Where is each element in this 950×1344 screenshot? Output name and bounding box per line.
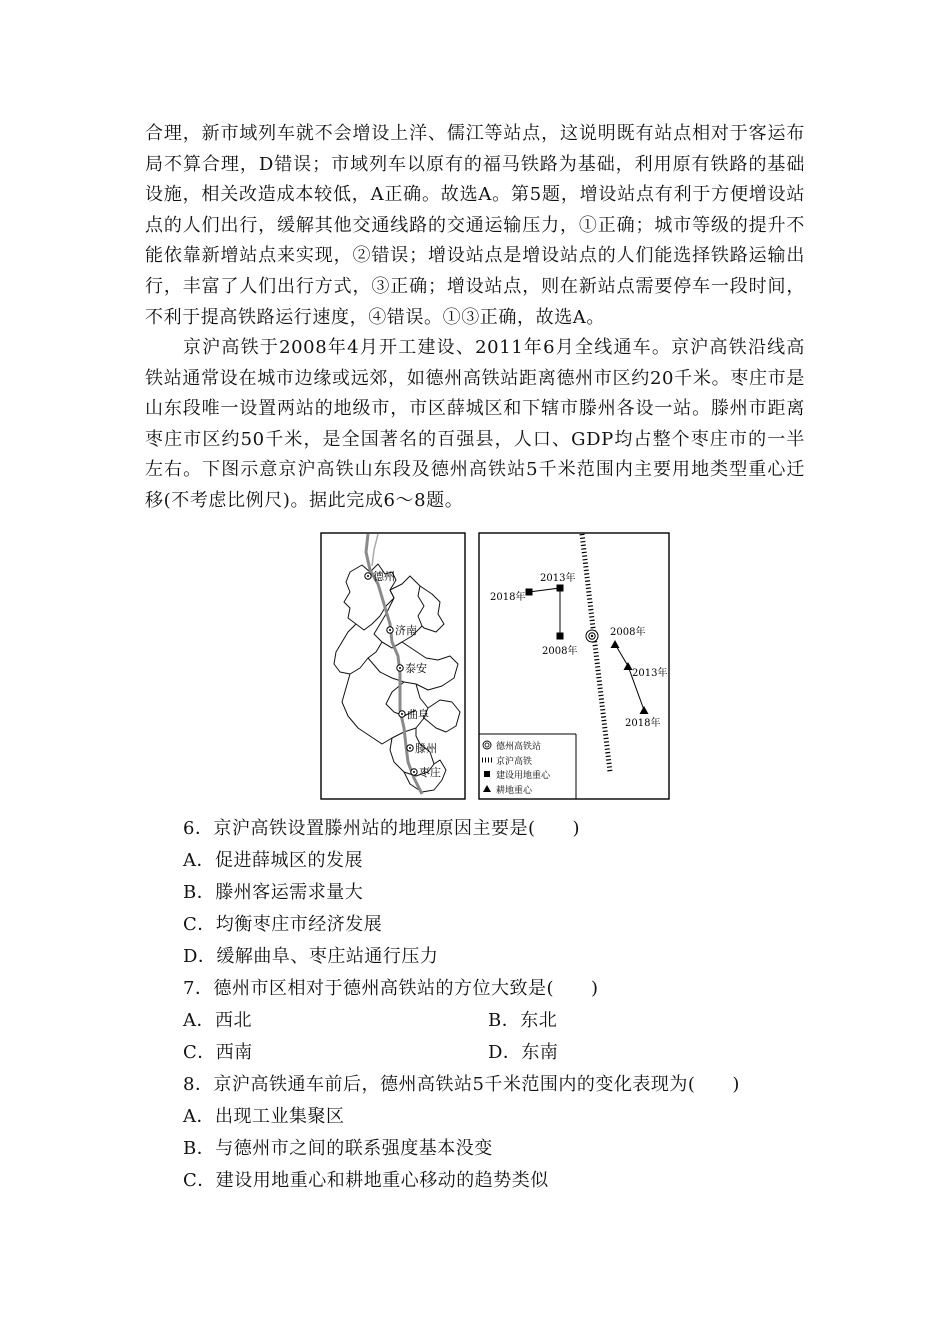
question-8-option-b[interactable]: B．与德州市之间的联系强度基本没变 bbox=[183, 1138, 493, 1159]
question-8-option-c[interactable]: C．建设用地重心和耕地重心移动的趋势类似 bbox=[183, 1170, 549, 1191]
city-label: 德州 bbox=[373, 570, 395, 583]
svg-text:京沪高铁: 京沪高铁 bbox=[496, 757, 533, 767]
intro-paragraph: 合理，新市域列车就不会增设上洋、儒江等站点，这说明既有站点相对于客运布局不算合理，D错误；市域列车以原有的福马铁路为基础，利用原有铁路的基础设施，相关改造成本较低，A正确。故选A。第5题，增设站点有利于方便增设站点的人们出行，缓解其他交通线路的交通运输压力，①正确；城市等级的提升不能依靠新增站点来实现，②错误；增设站点是增设站点的人们能选择铁路运输出行，丰富了人们出行方式，③正确；增设站点，则在新站点需要停车一段时间，不利于提高铁路运行速度，④错误。①③正确，故选A。 bbox=[145, 123, 805, 328]
construction-label-2008: 2008年 bbox=[542, 646, 578, 657]
construction-label-2013: 2013年 bbox=[540, 573, 576, 584]
svg-text:建设用地重心: 建设用地重心 bbox=[496, 771, 551, 781]
svg-text:耕地重心: 耕地重心 bbox=[496, 786, 533, 796]
farmland-label-2008: 2008年 bbox=[610, 627, 646, 638]
question-7-option-a[interactable]: A．西北 bbox=[183, 1010, 252, 1031]
migration-chart bbox=[479, 533, 669, 799]
dezhou-hsr-station bbox=[586, 630, 598, 642]
city-label: 滕州 bbox=[415, 742, 437, 755]
question-7-option-c[interactable]: C．西南 bbox=[183, 1042, 253, 1063]
construction-point-2013 bbox=[557, 585, 564, 592]
city-label: 曲阜 bbox=[407, 708, 429, 721]
question-6-option-c[interactable]: C．均衡枣庄市经济发展 bbox=[183, 914, 383, 935]
construction-point-2018 bbox=[526, 589, 533, 596]
city-label: 枣庄 bbox=[419, 766, 441, 779]
question-8-option-a[interactable]: A．出现工业集聚区 bbox=[183, 1106, 345, 1127]
city-label: 济南 bbox=[395, 624, 417, 637]
question-6-option-d[interactable]: D．缓解曲阜、枣庄站通行压力 bbox=[183, 946, 439, 967]
construction-label-2018: 2018年 bbox=[490, 592, 526, 603]
construction-point-2008 bbox=[557, 633, 564, 640]
passage-paragraph: 京沪高铁于2008年4月开工建设、2011年6月全线通车。京沪高铁沿线高铁站通常设在城市边缘或远郊，如德州高铁站距离德州市区约20千米。枣庄市是山东段唯一设置两站的地级市，市区薛城区和下辖市滕州各设一站。滕州市距离枣庄市区约50千米，是全国著名的百强县，人口、GDP均占整个枣庄市的一半左右。下图示意京沪高铁山东段及德州高铁站5千米范围内主要用地类型重心迁移(不考虑比例尺)。据此完成6～8题。 bbox=[145, 337, 805, 511]
shandong-map bbox=[321, 533, 465, 799]
question-7-stem: 7．德州市区相对于德州高铁站的方位大致是( ) bbox=[183, 978, 599, 999]
city-label: 泰安 bbox=[405, 662, 427, 675]
farmland-label-2018: 2018年 bbox=[625, 718, 661, 729]
question-8-stem: 8．京沪高铁通车前后，德州高铁站5千米范围内的变化表现为( ) bbox=[183, 1074, 740, 1095]
figure-svg bbox=[320, 532, 670, 800]
question-7-option-b[interactable]: B．东北 bbox=[488, 1010, 558, 1031]
question-6-option-a[interactable]: A．促进薛城区的发展 bbox=[183, 850, 363, 871]
svg-text:德州高铁站: 德州高铁站 bbox=[496, 742, 542, 752]
question-7-option-d[interactable]: D．东南 bbox=[488, 1042, 559, 1063]
farmland-label-2013: 2013年 bbox=[632, 668, 668, 679]
figure bbox=[320, 532, 670, 800]
question-6-stem: 6．京沪高铁设置滕州站的地理原因主要是( ) bbox=[183, 818, 580, 839]
question-6-option-b[interactable]: B．滕州客运需求量大 bbox=[183, 882, 364, 903]
